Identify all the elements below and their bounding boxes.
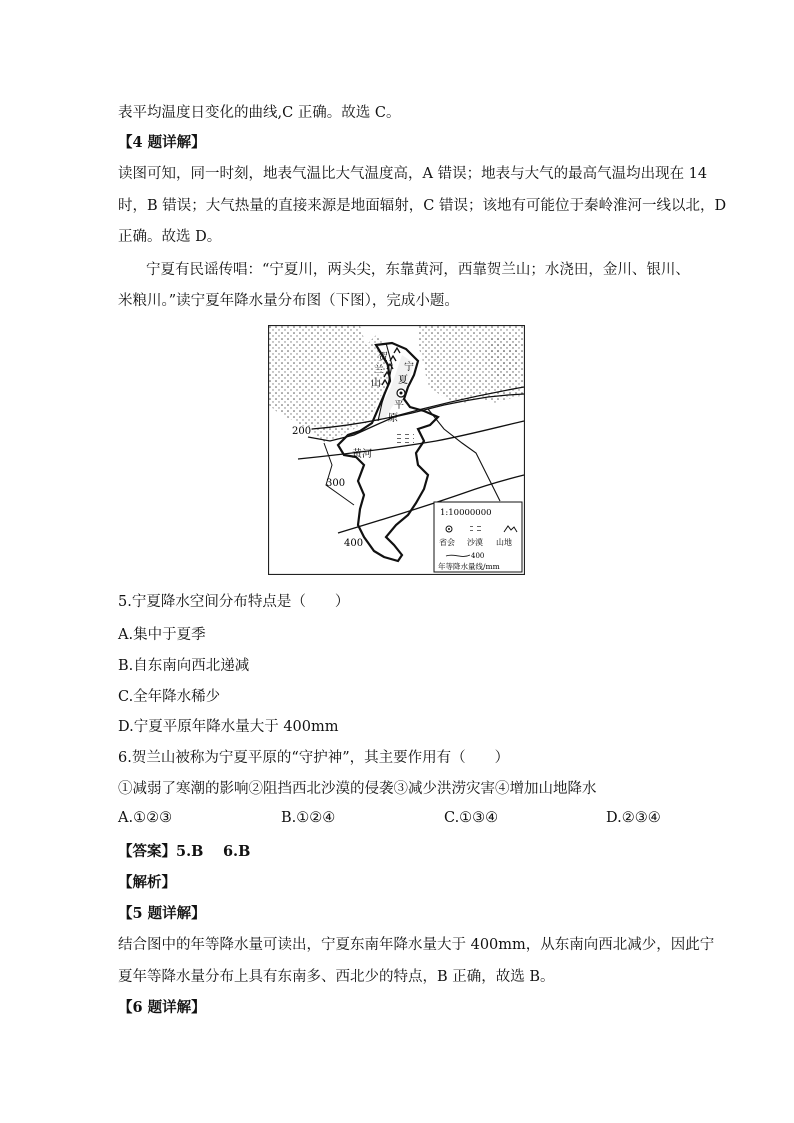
q4-detail-line-2: 时，B 错误；大气热量的直接来源是地面辐射，C 错误；该地有可能位于秦岭淮河一线以北，D [118, 198, 727, 214]
q6-option-c: C.①③④ [444, 810, 499, 826]
legend-desert-label: 沙漠 [467, 538, 483, 547]
q5-option-d: D.宁夏平原年降水量大于 400mm [118, 719, 339, 735]
label-yellow-river: 黄河 [352, 449, 372, 460]
label-isoline-200: 200 [292, 426, 312, 437]
label-isoline-300: 300 [326, 478, 346, 489]
q5-option-a: A.集中于夏季 [118, 627, 206, 643]
ningxia-precipitation-map [268, 325, 525, 575]
q6-detail-heading: 【6 题详解】 [118, 999, 206, 1016]
q6-option-a: A.①②③ [118, 810, 173, 826]
q4-detail-line-1: 读图可知，同一时刻，地表气温比大气温度高，A 错误；地表与大气的最高气温均出现在 14 [118, 166, 708, 182]
map-svg [268, 325, 525, 575]
intro-line-2: 米粮川。”读宁夏年降水量分布图（下图），完成小题。 [118, 293, 459, 309]
intro-line-1: 宁夏有民谣传唱：“宁夏川，两头尖，东靠黄河，西靠贺兰山；水浇田，金川、银川、 [146, 262, 690, 278]
legend-desert-icon [470, 525, 484, 532]
legend-scale: 1:10000000 [440, 508, 492, 518]
q6-items: ①减弱了寒潮的影响②阻挡西北沙漠的侵袭③减少洪涝灾害④增加山地降水 [118, 781, 597, 797]
legend-capital-icon-dot [448, 528, 450, 530]
desert-patch [394, 433, 414, 443]
q5-option-c: C.全年降水稀少 [118, 689, 221, 705]
q6-options [118, 810, 678, 830]
capital-icon-dot [400, 392, 403, 395]
legend-capital-label: 省会 [439, 538, 455, 547]
text-line-prev-answer: 表平均温度日变化的曲线,C 正确。故选 C。 [118, 105, 401, 121]
label-isoline-400: 400 [344, 538, 364, 549]
q6-stem: 6.贺兰山被称为宁夏平原的“守护神”，其主要作用有（ ） [118, 750, 510, 766]
q5-option-b: B.自东南向西北递减 [118, 658, 250, 674]
legend-mountain-label: 山地 [496, 538, 512, 547]
legend-isoline-value: 400 [471, 552, 485, 560]
q6-option-d: D.②③④ [606, 810, 661, 826]
label-plain-4: 原 [388, 413, 398, 424]
q6-option-b: B.①②④ [281, 810, 336, 826]
q5-stem: 5.宁夏降水空间分布特点是（ ） [118, 594, 350, 610]
legend-isoline-label: 年等降水量线/mm [438, 562, 500, 571]
label-plain-1: 宁 [404, 362, 414, 373]
label-plain-2: 夏 [398, 375, 408, 386]
label-mountain-2: 兰 [374, 365, 384, 376]
analysis-heading: 【解析】 [118, 874, 176, 891]
q5-detail-line-2: 夏年等降水量分布上具有东南多、西北少的特点，B 正确，故选 B。 [118, 969, 555, 985]
q4-detail-line-3: 正确。故选 D。 [118, 229, 222, 245]
q5-detail-heading: 【5 题详解】 [118, 905, 206, 922]
label-plain-3: 平 [394, 400, 404, 411]
label-mountain-3: 山 [371, 378, 381, 389]
label-mountain-1: 贺 [378, 352, 388, 363]
q4-detail-heading: 【4 题详解】 [118, 134, 206, 151]
answer-line: 【答案】5.B 6.B [118, 843, 251, 860]
q5-detail-line-1: 结合图中的年等降水量可读出，宁夏东南年降水量大于 400mm，从东南向西北减少，因此宁 [118, 937, 715, 953]
